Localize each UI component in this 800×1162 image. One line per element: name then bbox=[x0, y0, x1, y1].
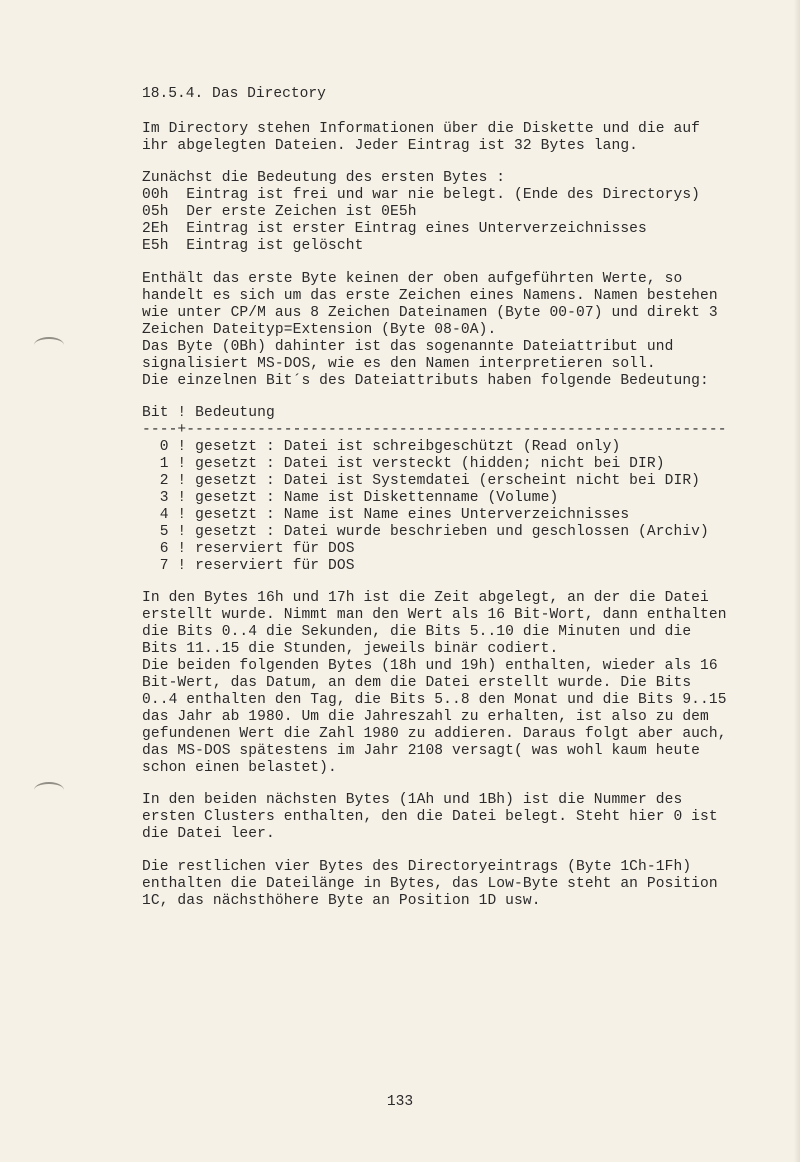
attribute-table-row: 4 ! gesetzt : Name ist Name eines Unterverzeichnisses bbox=[142, 507, 630, 523]
time-date-line: die Bits 0..4 die Sekunden, die Bits 5..10 die Minuten und die bbox=[142, 624, 692, 640]
time-date-line: Die beiden folgenden Bytes (18h und 19h) enthalten, wieder als 16 bbox=[142, 658, 718, 674]
time-date-line: 0..4 enthalten den Tag, die Bits 5..8 den Monat und die Bits 9..15 bbox=[142, 692, 727, 708]
time-date-line: das MS-DOS spätestens im Jahr 2108 versagt( was wohl kaum heute bbox=[142, 743, 701, 759]
attribute-table-header: Bit ! Bedeutung bbox=[142, 405, 275, 421]
cluster-line: die Datei leer. bbox=[142, 826, 275, 842]
length-line: Die restlichen vier Bytes des Directoryeintrags (Byte 1Ch-1Fh) bbox=[142, 859, 692, 875]
cluster-line: ersten Clusters enthalten, den die Datei belegt. Steht hier 0 ist bbox=[142, 809, 718, 825]
attribute-table-row: 3 ! gesetzt : Name ist Diskettenname (Volume) bbox=[142, 490, 559, 506]
punch-hole-mark-lower bbox=[34, 782, 64, 798]
name-explanation-line: Das Byte (0Bh) dahinter ist das sogenannte Dateiattribut und bbox=[142, 339, 674, 355]
time-date-line: erstellt wurde. Nimmt man den Wert als 16 Bit-Wort, dann enthalten bbox=[142, 607, 727, 623]
name-explanation-line: handelt es sich um das erste Zeichen eines Namens. Namen bestehen bbox=[142, 288, 718, 304]
first-byte-line: 05h Der erste Zeichen ist 0E5h bbox=[142, 204, 417, 220]
time-date-line: In den Bytes 16h und 17h ist die Zeit abgelegt, an der die Datei bbox=[142, 590, 709, 606]
time-date-line: Bits 11..15 die Stunden, jeweils binär codiert. bbox=[142, 641, 559, 657]
intro-line: ihr abgelegten Dateien. Jeder Eintrag ist 32 Bytes lang. bbox=[142, 138, 639, 154]
name-explanation-line: signalisiert MS-DOS, wie es den Namen interpretieren soll. bbox=[142, 356, 656, 372]
first-byte-line: Zunächst die Bedeutung des ersten Bytes : bbox=[142, 170, 506, 186]
first-byte-line: 00h Eintrag ist frei und war nie belegt. (Ende des Directorys) bbox=[142, 187, 701, 203]
attribute-table-row: 2 ! gesetzt : Datei ist Systemdatei (erscheint nicht bei DIR) bbox=[142, 473, 701, 489]
attribute-table-row: 6 ! reserviert für DOS bbox=[142, 541, 355, 557]
attribute-table-rule: ----+------------------------------------------------------------- bbox=[142, 422, 727, 438]
name-explanation-line: Enthält das erste Byte keinen der oben aufgeführten Werte, so bbox=[142, 271, 683, 287]
attribute-table-row: 7 ! reserviert für DOS bbox=[142, 558, 355, 574]
first-byte-line: 2Eh Eintrag ist erster Eintrag eines Unterverzeichnisses bbox=[142, 221, 647, 237]
time-date-line: das Jahr ab 1980. Um die Jahreszahl zu erhalten, ist also zu dem bbox=[142, 709, 709, 725]
time-date-line: gefundenen Wert die Zahl 1980 zu addieren. Daraus folgt aber auch, bbox=[142, 726, 727, 742]
length-line: enthalten die Dateilänge in Bytes, das Low-Byte steht an Position bbox=[142, 876, 718, 892]
name-explanation-line: Zeichen Dateityp=Extension (Byte 08-0A). bbox=[142, 322, 497, 338]
name-explanation-line: wie unter CP/M aus 8 Zeichen Dateinamen (Byte 00-07) und direkt 3 bbox=[142, 305, 718, 321]
name-explanation-line: Die einzelnen Bit´s des Dateiattributs haben folgende Bedeutung: bbox=[142, 373, 709, 389]
punch-hole-mark-upper bbox=[34, 337, 64, 353]
length-line: 1C, das nächsthöhere Byte an Position 1D usw. bbox=[142, 893, 541, 909]
attribute-table-row: 5 ! gesetzt : Datei wurde beschrieben und geschlossen (Archiv) bbox=[142, 524, 709, 540]
section-heading: 18.5.4. Das Directory bbox=[142, 86, 326, 102]
page-edge-shadow bbox=[794, 0, 800, 1162]
attribute-table-row: 0 ! gesetzt : Datei ist schreibgeschützt (Read only) bbox=[142, 439, 621, 455]
time-date-line: Bit-Wert, das Datum, an dem die Datei erstellt wurde. Die Bits bbox=[142, 675, 692, 691]
time-date-line: schon einen belastet). bbox=[142, 760, 337, 776]
cluster-line: In den beiden nächsten Bytes (1Ah und 1Bh) ist die Nummer des bbox=[142, 792, 683, 808]
first-byte-line: E5h Eintrag ist gelöscht bbox=[142, 238, 364, 254]
page-number: 133 bbox=[386, 1094, 414, 1110]
attribute-table-row: 1 ! gesetzt : Datei ist versteckt (hidden; nicht bei DIR) bbox=[142, 456, 665, 472]
intro-line: Im Directory stehen Informationen über die Diskette und die auf bbox=[142, 121, 701, 137]
